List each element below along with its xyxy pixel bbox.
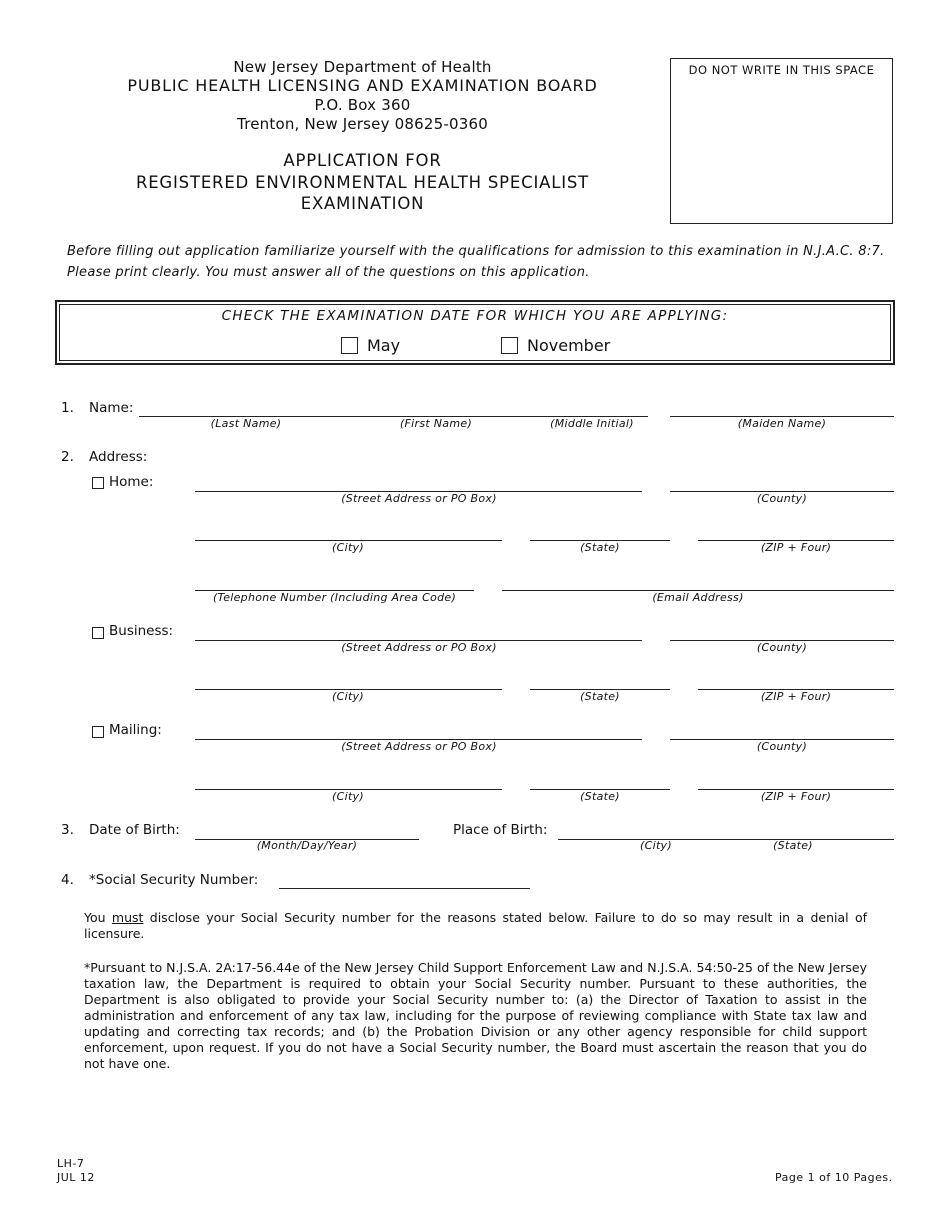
form-code: LH-7: [57, 1157, 85, 1170]
q1-number: 1.: [61, 400, 74, 416]
intro-line1: Before filling out application familiarize yourself with the qualifications for admission to this examination in N.J.A.C. 8:7.: [67, 244, 885, 259]
page-number: Page 1 of 10 Pages.: [775, 1171, 893, 1184]
ssn-footnote: *Pursuant to N.J.S.A. 2A:17-56.44e of the New Jersey Child Support Enforcement Law and N.J.S.A. 54:50-25 of the New Jersey taxation law, the Department is required to obtain your Social Security number. Pursuant to these authorities, the Department is also obligated to provide your Social Security number to: (a) the Director of Taxation to assist in the administration and enforcement of any tax law, including for the purpose of reviewing compliance with State tax law and updating and correcting tax records; and (b) the Probation Division or any other agency responsible for child support enforcement, upon request. If you do not have a Social Security number, the Board must ascertain the reason that you do not have one.: [84, 960, 867, 1071]
board-name: PUBLIC HEALTH LICENSING AND EXAMINATION BOARD: [127, 76, 598, 95]
business-cap-county: (County): [756, 641, 808, 654]
q4-number: 4.: [61, 872, 74, 888]
dob-label: Date of Birth:: [89, 822, 180, 838]
november-label: November: [527, 336, 611, 355]
place-of-birth-line[interactable]: [558, 839, 894, 840]
q2-number: 2.: [61, 449, 74, 465]
department-name: New Jersey Department of Health: [233, 58, 492, 76]
mailing-cap-city: (City): [332, 790, 364, 803]
ssn-disclosure: [84, 910, 867, 942]
home-cap-street: (Street Address or PO Box): [341, 492, 497, 505]
may-label: May: [367, 336, 401, 355]
cap-last-name: (Last Name): [210, 417, 282, 430]
business-cap-state: (State): [580, 690, 620, 703]
cap-phone: (Telephone Number (Including Area Code): [212, 591, 457, 604]
exam-date-box: [55, 300, 895, 365]
cap-first-name: (First Name): [399, 417, 473, 430]
cap-birth-city: (City): [640, 839, 672, 852]
form-date: JUL 12: [57, 1171, 95, 1184]
home-cap-city: (City): [332, 541, 364, 554]
business-cap-city: (City): [332, 690, 364, 703]
disclosure-pre: You: [84, 910, 112, 925]
disclosure-post: disclose your Social Security number for the reasons stated below. Failure to do so may result in a denial of licensure.: [84, 910, 867, 941]
office-use-label: DO NOT WRITE IN THIS SPACE: [688, 63, 875, 77]
home-cap-zip: (ZIP + Four): [760, 541, 832, 554]
home-checkbox[interactable]: [92, 477, 104, 489]
home-cap-state: (State): [580, 541, 620, 554]
business-checkbox[interactable]: [92, 627, 104, 639]
november-checkbox[interactable]: [501, 337, 518, 354]
home-label: Home:: [109, 474, 154, 490]
business-cap-zip: (ZIP + Four): [760, 690, 832, 703]
address-label: Address:: [89, 449, 148, 465]
cap-maiden-name: (Maiden Name): [737, 417, 827, 430]
cap-dob: (Month/Day/Year): [256, 839, 358, 852]
mailing-cap-street: (Street Address or PO Box): [341, 740, 497, 753]
business-label: Business:: [109, 623, 174, 639]
mailing-cap-zip: (ZIP + Four): [760, 790, 832, 803]
cap-email: (Email Address): [652, 591, 744, 604]
form-title-line3: EXAMINATION: [300, 194, 425, 213]
q3-number: 3.: [61, 822, 74, 838]
ssn-label: *Social Security Number:: [89, 872, 259, 888]
mailing-checkbox[interactable]: [92, 726, 104, 738]
disclosure-must: must: [111, 910, 144, 925]
mailing-cap-county: (County): [756, 740, 808, 753]
form-title-line1: APPLICATION FOR: [283, 151, 442, 170]
mailing-cap-state: (State): [580, 790, 620, 803]
place-of-birth-label: Place of Birth:: [453, 822, 548, 838]
mailing-label: Mailing:: [109, 722, 162, 738]
cap-middle-initial: (Middle Initial): [550, 417, 634, 430]
po-box: P.O. Box 360: [314, 96, 411, 114]
form-title-line2: REGISTERED ENVIRONMENTAL HEALTH SPECIALIST: [135, 173, 590, 192]
intro-line2: Please print clearly. You must answer all of the questions on this application.: [67, 265, 590, 280]
ssn-line[interactable]: [279, 888, 530, 889]
city-zip: Trenton, New Jersey 08625-0360: [237, 115, 488, 133]
office-use-box: [670, 58, 893, 224]
cap-birth-state: (State): [773, 839, 813, 852]
home-cap-county: (County): [756, 492, 808, 505]
may-checkbox[interactable]: [341, 337, 358, 354]
business-cap-street: (Street Address or PO Box): [341, 641, 497, 654]
exam-date-heading: CHECK THE EXAMINATION DATE FOR WHICH YOU ARE APPLYING:: [221, 308, 729, 324]
name-label: Name:: [89, 400, 134, 416]
